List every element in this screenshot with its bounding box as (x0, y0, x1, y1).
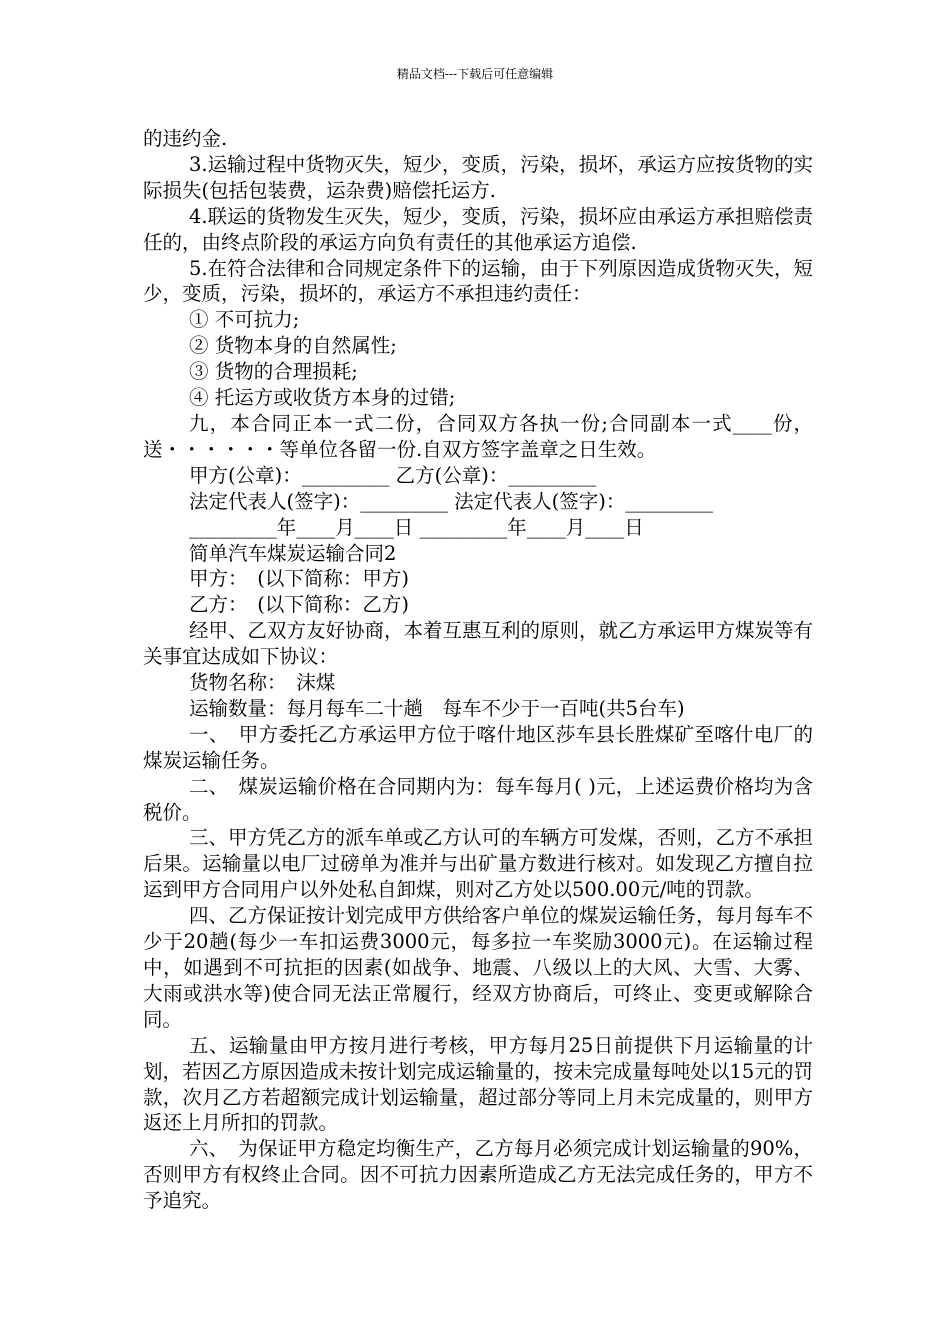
clause: 一、 甲方委托乙方承运甲方位于喀什地区莎车县长胜煤矿至喀什电厂的煤炭运输任务。 (143, 722, 813, 772)
clause: 二、 煤炭运输价格在合同期内为：每车每月( )元，上述运费价格均为含税价。 (143, 774, 813, 824)
date-line: _________年____月____日 _________年____月____日 (189, 515, 644, 539)
paragraph: 运输数量：每月每车二十趟 每车不少于一百吨(共5台车) (189, 696, 685, 720)
clause: 五、运输量由甲方按月进行考核，甲方每月25日前提供下月运输量的计划，若因乙方原因造成未按计划完成运输量的，按未完成量每吨处以15元的罚款，次月乙方若超额完成计划运输量，超过部分等同上月未完成量的，则甲方返还上月所扣的罚款。 (143, 1033, 813, 1135)
paragraph: 经甲、乙双方友好协商，本着互惠互利的原则，就乙方承运甲方煤炭等有关事宜达成如下协议： (143, 619, 814, 669)
list-item: ① 不可抗力; (189, 308, 300, 332)
paragraph: 的违约金. (143, 127, 228, 150)
section-title: 简单汽车煤炭运输合同2 (189, 541, 397, 565)
paragraph: 货物名称： 沫煤 (189, 671, 336, 695)
signature-line: 法定代表人(签字)：_________ 法定代表人(签字)：_________ (189, 489, 714, 513)
clause: 三、甲方凭乙方的派车单或乙方认可的车辆方可发煤，否则，乙方不承担后果。运输量以电厂过磅单为准并与出矿量方数进行核对。如发现乙方擅自拉运到甲方合同用户以外处私自卸煤，则对乙方处以500.00元/吨的罚款。 (143, 826, 814, 902)
list-item: ④ 托运方或收货方本身的过错; (189, 386, 456, 410)
list-item: ② 货物本身的自然属性; (189, 334, 397, 358)
paragraph: 4.联运的货物发生灭失，短少，变质，污染，损坏应由承运方承担赔偿责任的，由终点阶段的承运方向负有责任的其他承运方追偿. (143, 204, 813, 254)
paragraph: 5.在符合法律和合同规定条件下的运输，由于下列原因造成货物灭失，短少，变质，污染，损坏的，承运方不承担违约责任： (143, 256, 813, 306)
document-body (143, 126, 813, 1214)
paragraph: 九，本合同正本一式二份，合同双方各执一份;合同副本一式____份，送・・・・・・等单位各留一份.自双方签字盖章之日生效。 (143, 411, 813, 461)
page-header: 精品文档---下载后可任意编辑 (396, 67, 554, 81)
party-line: 乙方： (以下简称：乙方) (189, 593, 409, 617)
clause: 六、 为保证甲方稳定均衡生产，乙方每月必须完成计划运输量的90%，否则甲方有权终止合同。因不可抗力因素所造成乙方无法完成任务的，甲方不予追究。 (143, 1137, 813, 1213)
list-item: ③ 货物的合理损耗; (189, 360, 358, 384)
signature-line: 甲方(公章)：_________ 乙方(公章)：_________ (189, 463, 597, 487)
party-line: 甲方： (以下简称：甲方) (189, 567, 409, 591)
clause: 四、乙方保证按计划完成甲方供给客户单位的煤炭运输任务，每月每车不少于20趟(每少一车扣运费3000元，每多拉一车奖励3000元)。在运输过程中，如遇到不可抗拒的因素(如战争、地震、八级以上的大风、大雪、大雾、大雨或洪水等)使合同无法正常履行，经双方协商后，可终止、变更或解除合同。 (143, 904, 814, 1031)
paragraph: 3.运输过程中货物灭失，短少，变质，污染，损坏，承运方应按货物的实际损失(包括包装费，运杂费)赔偿托运方. (143, 152, 813, 202)
